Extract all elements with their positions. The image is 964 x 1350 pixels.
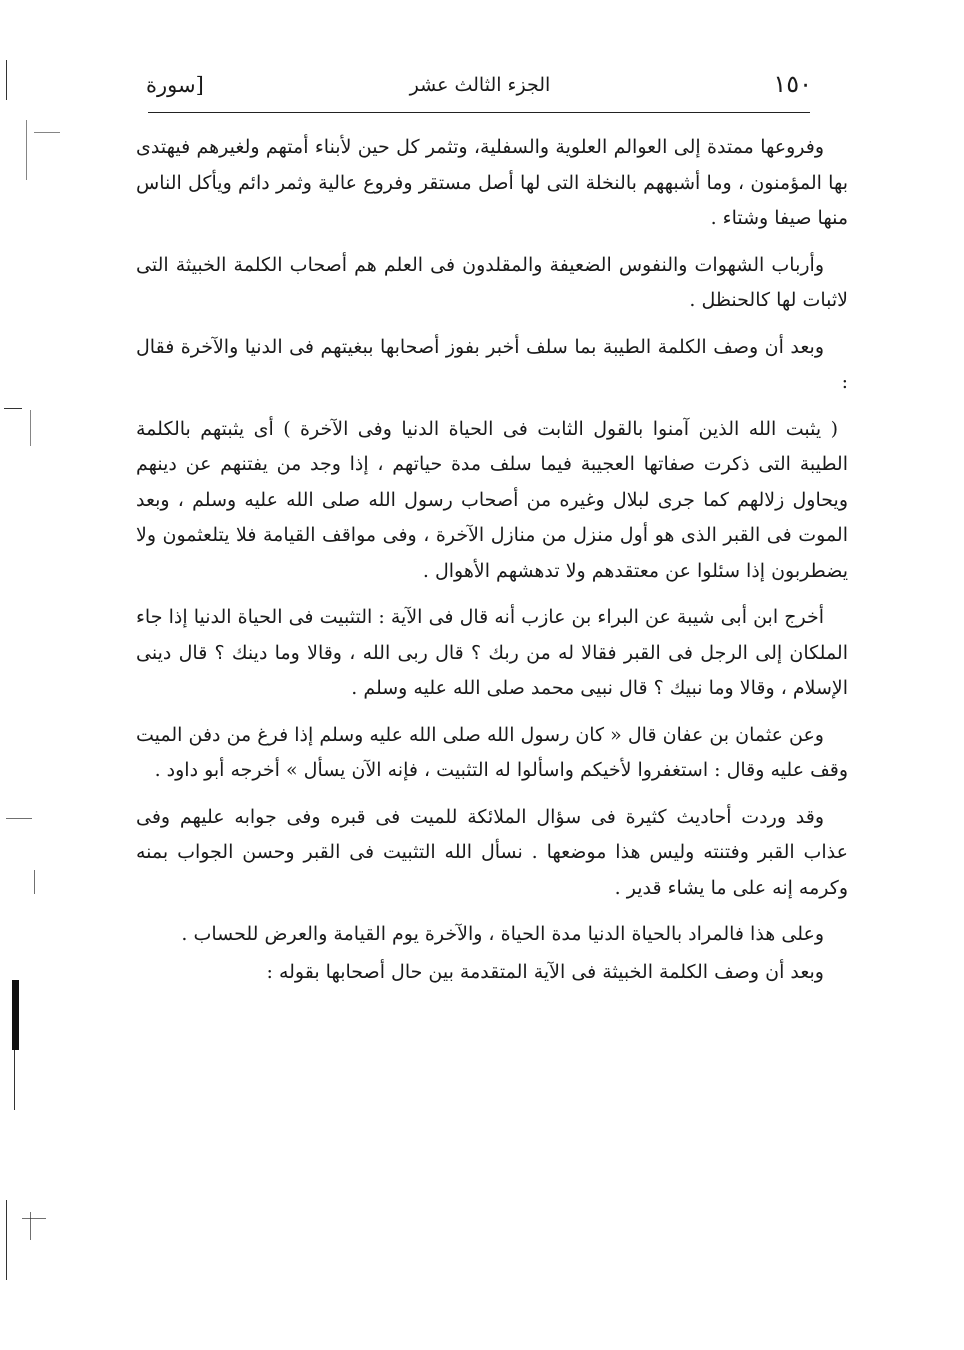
header-rule [148,112,810,113]
scan-artifact-dash [6,818,32,819]
running-title: الجزء الثالث عشر [409,74,551,96]
paragraph-9: وبعد أن وصف الكلمة الخبيثة فى الآية المتقدمة بين حال أصحابها بقوله : [266,960,824,983]
scan-artifact-line [14,1050,15,1110]
paragraph-8: وعلى هذا فالمراد بالحياة الدنيا مدة الحياة ، والآخرة يوم القيامة والعرض للحساب . [181,923,824,945]
paragraph-1: وفروعها ممتدة إلى العوالم العلوية والسفلية، وتثمر كل حين لأبناء أمتهم ولغيرهم فيهتدى بها المؤمنون ، وما أشبههم بالنخلة التى لها أصل مستقر وفروع عالية وثمر دائم ويأكل الناس منها صيفا وشتاء . [136,136,848,229]
scan-artifact-line [30,1212,31,1240]
scan-artifact-line [34,870,35,894]
scan-artifact-line [30,410,31,446]
scan-artifact-dash [34,132,60,133]
scan-artifact-blot [12,980,19,1050]
scan-artifact-dash [4,408,22,409]
paragraph-4: ( يثبت الله الذين آمنوا بالقول الثابت فى الحياة الدنيا وفى الآخرة ) أى يثبتهم بالكلمة الطيبة التى ذكرت صفاتها العجيبة فيما سلف مدة حياتهم ، إذا وجد من يفتنهم عن دينهم ويحاول زلالهم كما جرى لبلال وغيره من أصحاب رسول الله صلى الله عليه وسلم ، وبعد الموت فى القبر الذى هو أول منزل من منازل الآخرة ، وفى مواقف القيامة فلا يتلعثمون ولا يضطربون إذا سئلوا عن معتقدهم ولا تدهشهم الأهوال . [136,417,848,582]
paragraph-2: وأرباب الشهوات والنفوس الضعيفة والمقلدون فى العلم هم أصحاب الكلمة الخبيثة التى لاثبات لها كالحنظل . [136,253,848,311]
paragraph-5: أخرج ابن أبى شيبة عن البراء بن عازب أنه قال فى الآية : التثبيت فى الحياة الدنيا إذا جاء الملكان إلى الرجل فى القبر فقالا له من ربك ؟ قال ربى الله ، وقالا وما دينك ؟ قال دينى الإسلام ، وقالا وما نبيك ؟ قال نبيى محمد صلى الله عليه وسلم . [136,606,848,699]
surah-label: [سورة [146,73,204,97]
scan-artifact-dash [22,1218,46,1219]
body-text [136,130,848,1001]
page-header [140,68,820,104]
paragraph-7: وقد وردت أحاديث كثيرة فى سؤال الملائكة للميت فى قبره وفى جوابه عليهم وفى عذاب القبر وفتنته وليس هذا موضعها . نسأل الله التثبيت فى القبر وحسن الجواب بمنه وكرمه إنه على ما يشاء قدير . [136,805,848,899]
scan-artifact-line [6,1200,7,1280]
scan-artifact-line [6,60,7,100]
scan-artifact-line [26,120,27,180]
page-number: ١٥٠ [773,70,812,98]
paragraph-3: وبعد أن وصف الكلمة الطيبة بما سلف أخبر بفوز أصحابها ببغيتهم فى الدنيا والآخرة فقال : [136,335,848,393]
paragraph-6: وعن عثمان بن عفان قال « كان رسول الله صلى الله عليه وسلم إذا فرغ من دفن الميت وقف عليه وقال : استغفروا لأخيكم واسألوا له التثبيت ، فإنه الآن يسأل » أخرجه أبو داود . [136,723,848,781]
